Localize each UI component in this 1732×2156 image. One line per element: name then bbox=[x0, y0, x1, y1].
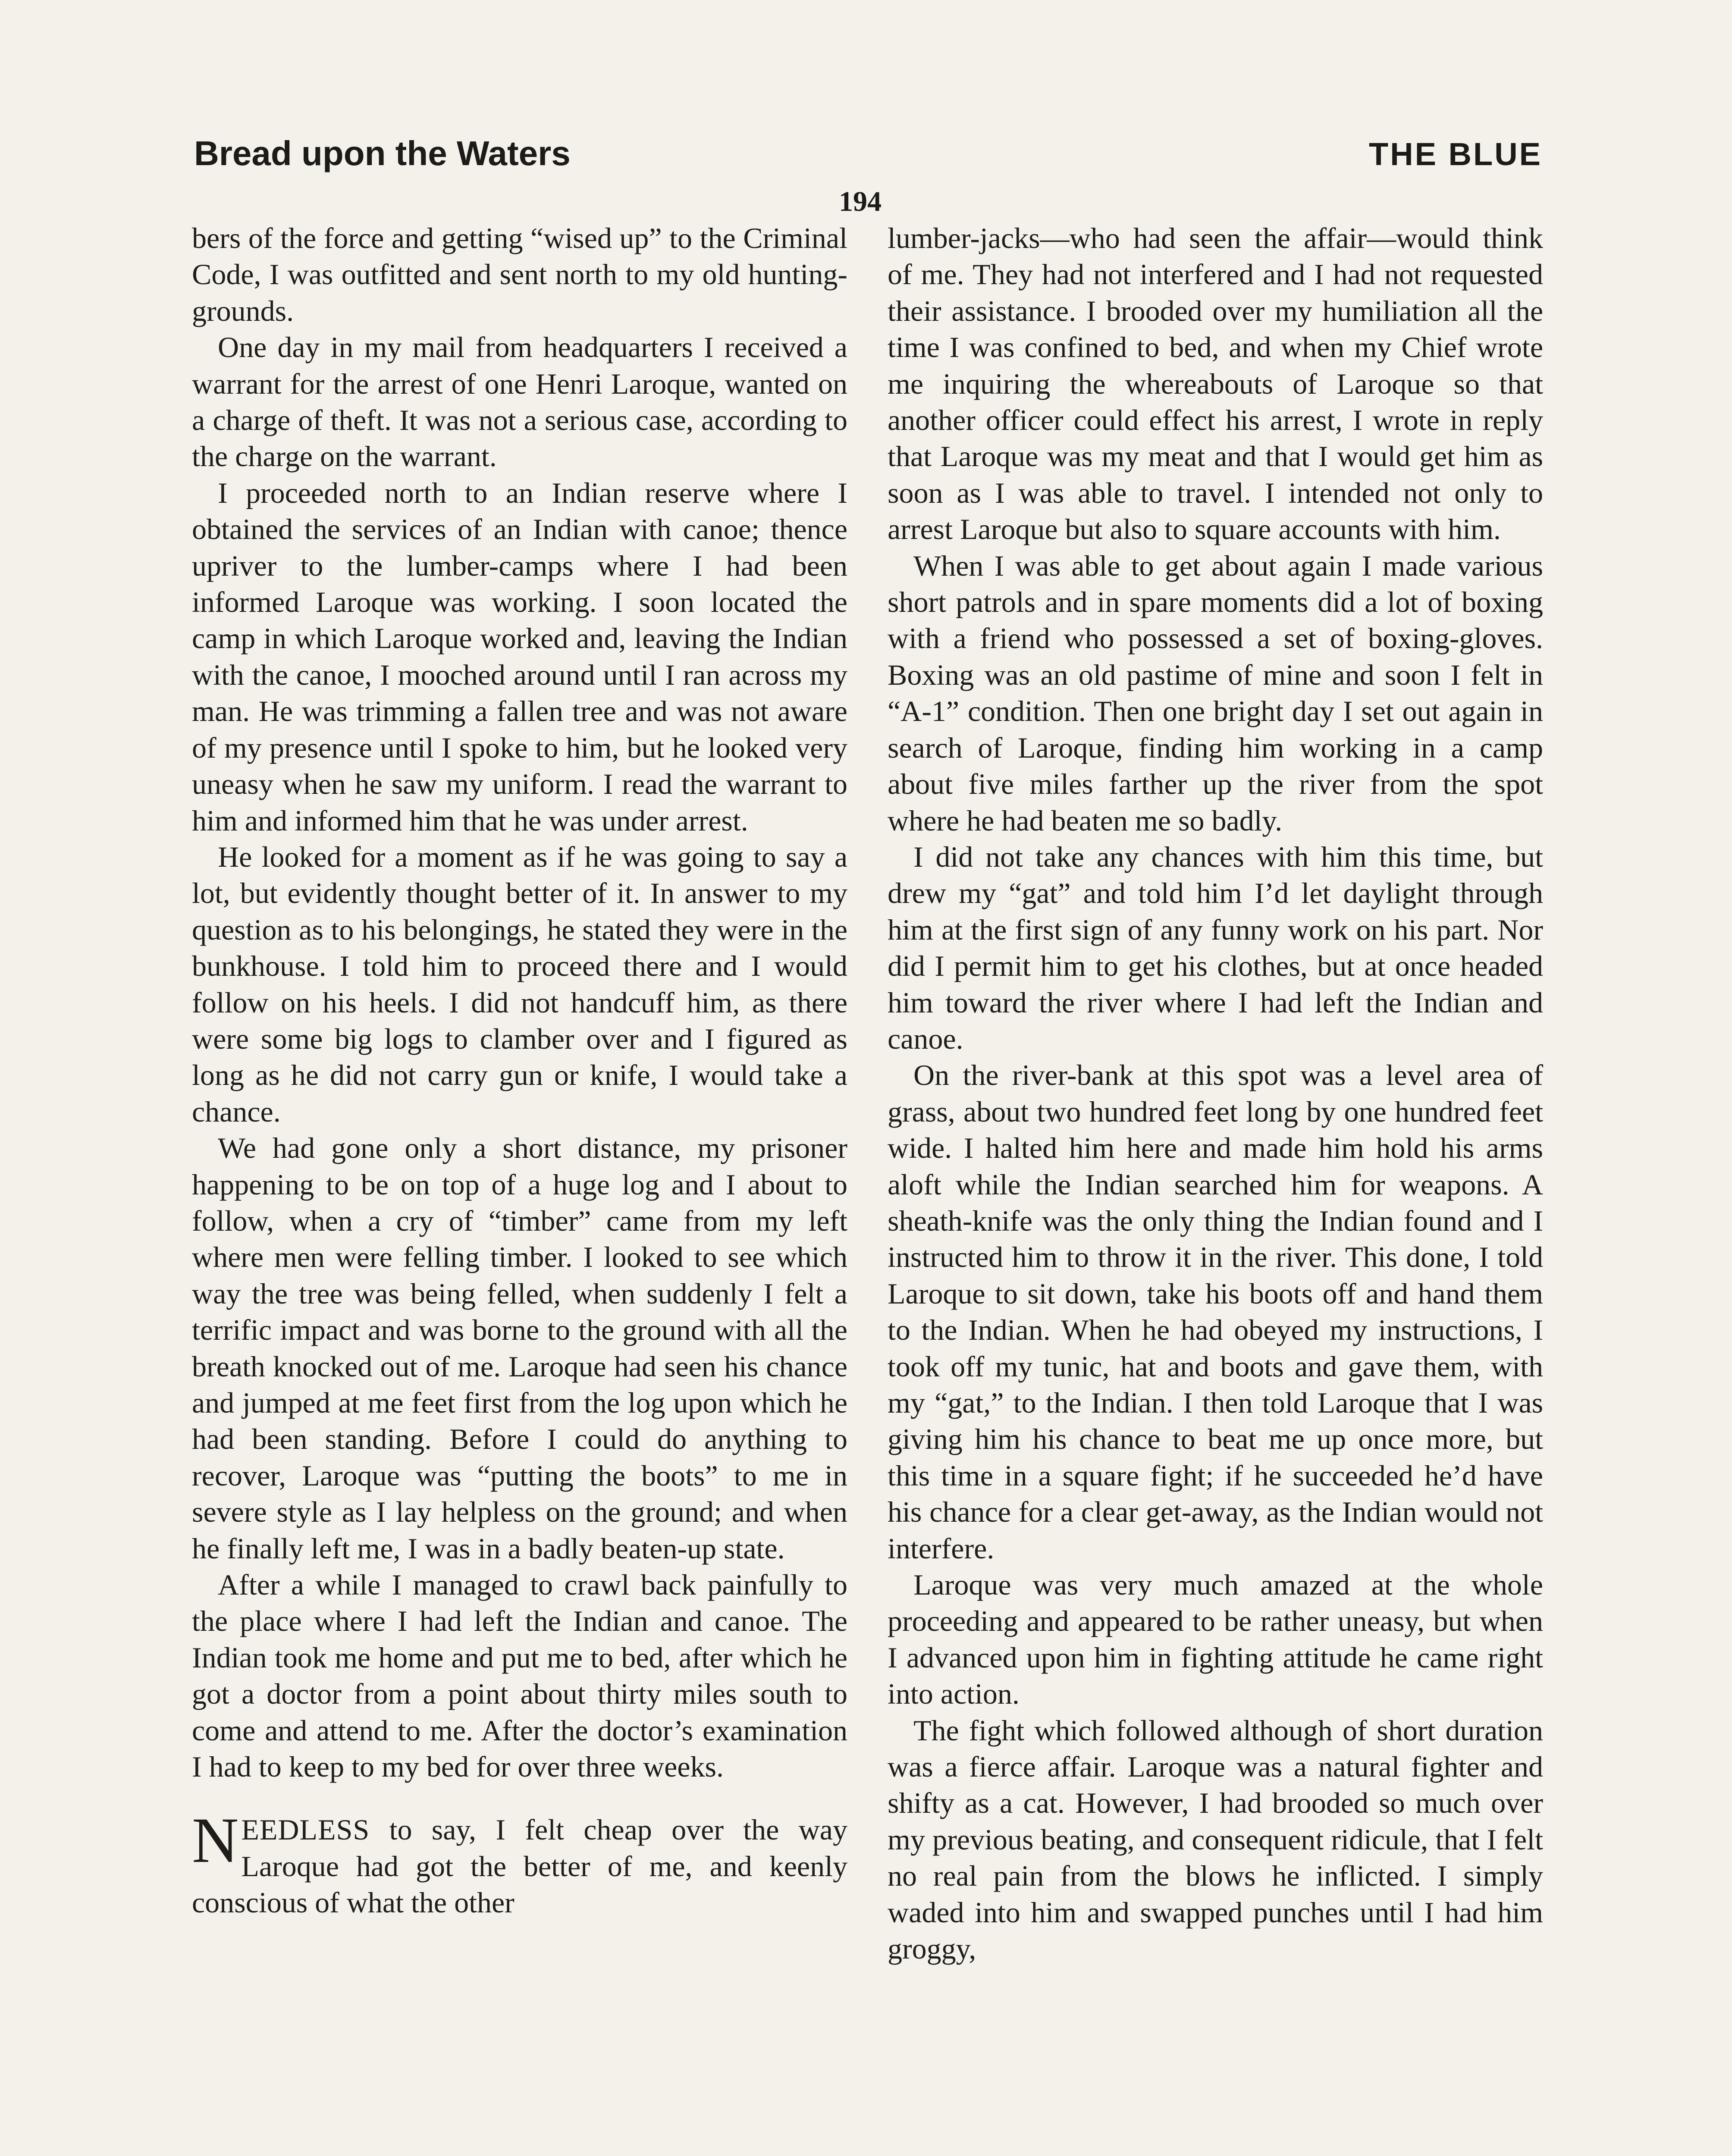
section-text: to say, I felt cheap over the way Laroque had got the better of me, and keenly conscious of what the other bbox=[192, 1813, 847, 1919]
drop-cap: N bbox=[192, 1805, 239, 1877]
lead-caps: EEDLESS bbox=[241, 1813, 370, 1846]
magazine-name: THE BLUE bbox=[1369, 136, 1542, 172]
paragraph: I did not take any chances with him this time, but drew my “gat” and told him I’d let daylight through him at the first sign of any funny work on his part. Nor did I permit him to get his clothes, but at once headed him toward the river where I had left the Indian and canoe. bbox=[888, 840, 1543, 1055]
paragraph: On the river-bank at this spot was a level area of grass, about two hundred feet long by one hundred feet wide. I halted him here and made him hold his arms aloft while the Indian searched him for weapons. A sheath-knife was the only thing the Indian found and I instructed him to throw it in the river. This done, I told Laroque to sit down, take his boots off and hand them to the Indian. When he had obeyed my instructions, I took off my tunic, hat and boots and gave them, with my “gat,” to the Indian. I then told Laroque that I was giving him his chance to beat me up once more, but this time in a square fight; if he succeeded he’d have his chance for a clear get-away, as the Indian would not interfere. bbox=[888, 1059, 1543, 1565]
paragraph: lumber-jacks—who had seen the affair—would think of me. They had not interfered and I had not requested their assistance. I brooded over my humiliation all the time I was confined to bed, and when my Chief wrote me inquiring the whereabouts of Laroque so that another officer could effect his arrest, I wrote in reply that Laroque was my meat and that I would get him as soon as I was able to travel. I intended not only to arrest Laroque but also to square accounts with him. bbox=[888, 222, 1543, 546]
paragraph: I proceeded north to an Indian reserve where I obtained the services of an Indian with canoe; thence upriver to the lumber-camps where I had been informed Laroque was working. I soon located the camp in which Laroque worked and, leaving the Indian with the canoe, I mooched around until I ran across my man. He was trimming a fallen tree and was not aware of my presence until I spoke to him, but he looked very uneasy when he saw my uniform. I read the warrant to him and informed him that he was under arrest. bbox=[192, 476, 847, 837]
right-column bbox=[888, 220, 1543, 1967]
running-title: Bread upon the Waters bbox=[194, 134, 571, 172]
section-opening-paragraph bbox=[192, 1805, 847, 1921]
paragraph: One day in my mail from headquarters I received a warrant for the arrest of one Henri Laroque, wanted on a charge of theft. It was not a serious case, according to the charge on the warrant. bbox=[192, 331, 847, 473]
paragraph: We had gone only a short distance, my prisoner happening to be on top of a huge log and I about to follow, when a cry of “timber” came from my left where men were felling timber. I looked to see which way the tree was being felled, when suddenly I felt a terrific impact and was borne to the ground with all the breath knocked out of me. Laroque had seen his chance and jumped at me feet first from the log upon which he had been standing. Before I could do anything to recover, Laroque was “putting the boots” to me in severe style as I lay helpless on the ground; and when he finally left me, I was in a badly beaten-up state. bbox=[192, 1131, 847, 1565]
paragraph: Laroque was very much amazed at the whole proceeding and appeared to be rather uneasy, but when I advanced upon him in fighting attitude he came right into action. bbox=[888, 1568, 1543, 1711]
paragraph: After a while I managed to crawl back painfully to the place where I had left the Indian and canoe. The Indian took me home and put me to bed, after which he got a doctor from a point about thirty miles south to come and attend to me. After the doctor’s examination I had to keep to my bed for over three weeks. bbox=[192, 1568, 847, 1783]
left-column bbox=[192, 220, 847, 1921]
paragraph: bers of the force and getting “wised up” to the Criminal Code, I was outfitted and sent north to my old hunting-grounds. bbox=[192, 222, 847, 327]
paragraph: The fight which followed although of short duration was a fierce affair. Laroque was a natural fighter and shifty as a cat. However, I had brooded so much over my previous beating, and consequent ridicule, that I felt no real pain from the blows he inflicted. I simply waded into him and swapped punches until I had him groggy, bbox=[888, 1714, 1543, 1965]
page-number: 194 bbox=[839, 186, 882, 217]
paragraph: He looked for a moment as if he was going to say a lot, but evidently thought better of it. In answer to my question as to his belongings, he stated they were in the bunkhouse. I told him to proceed there and I would follow on his heels. I did not handcuff him, as there were some big logs to clamber over and I figured as long as he did not carry gun or knife, I would take a chance. bbox=[192, 840, 847, 1128]
paragraph: When I was able to get about again I made various short patrols and in spare moments did a lot of boxing with a friend who possessed a set of boxing-gloves. Boxing was an old pastime of mine and soon I felt in “A-1” condition. Then one bright day I set out again in search of Laroque, finding him working in a camp about five miles farther up the river from the spot where he had beaten me so badly. bbox=[888, 549, 1543, 837]
